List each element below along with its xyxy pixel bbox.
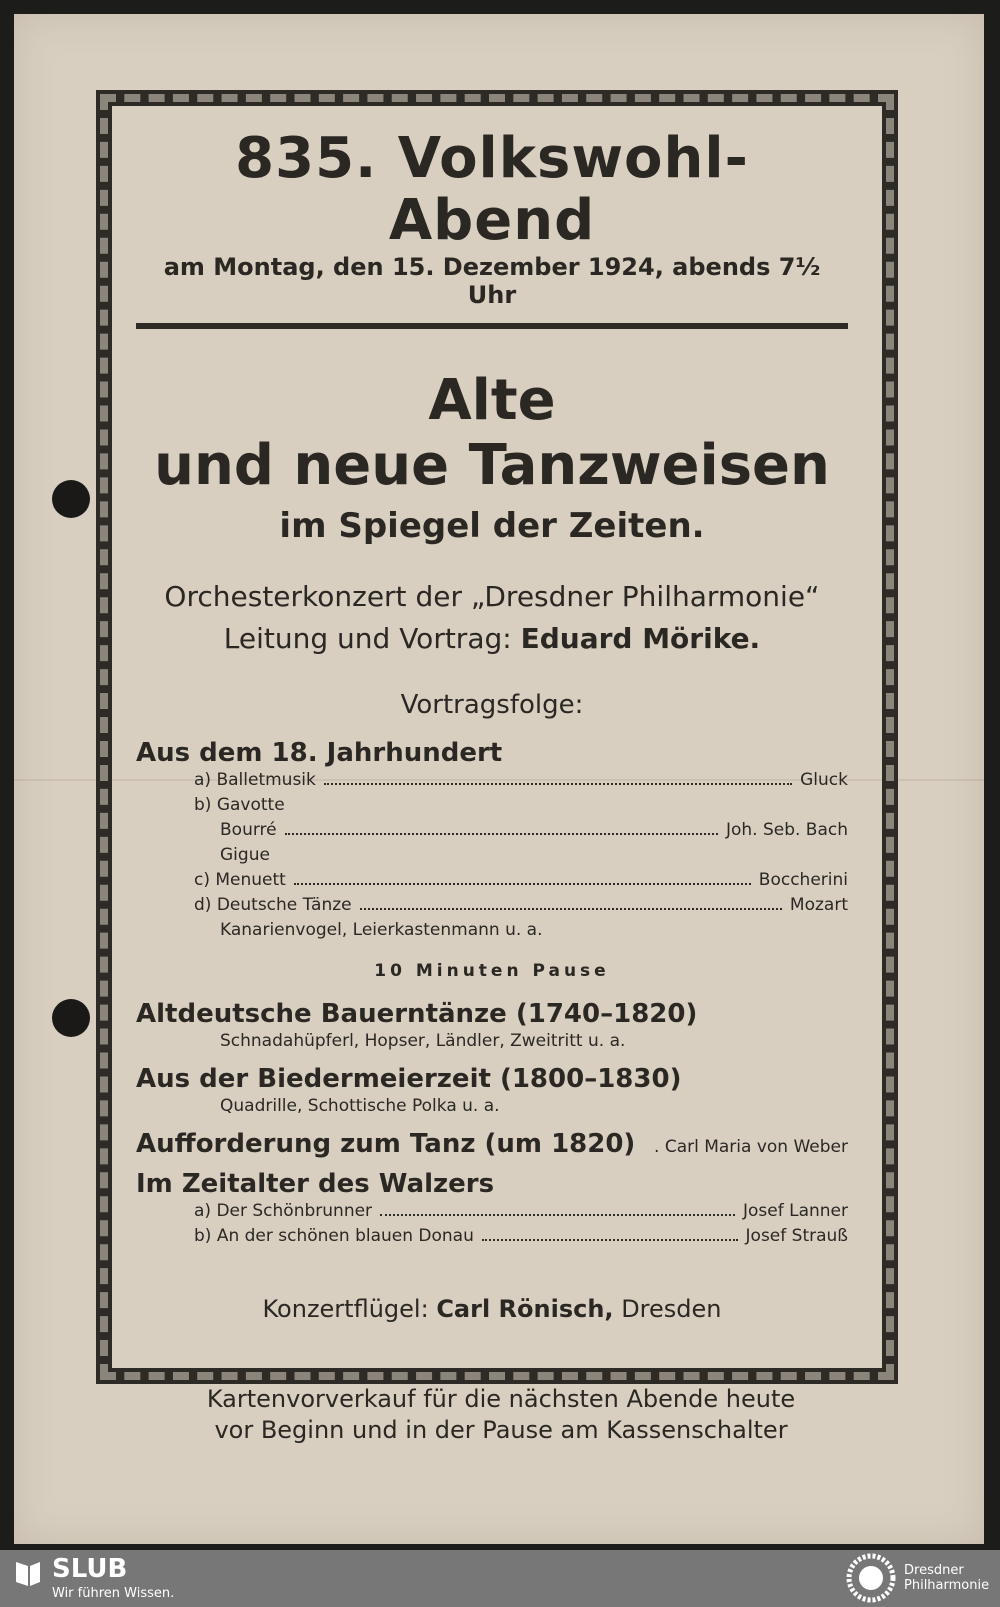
program-item [136, 768, 848, 793]
philharmonie-logo-icon[interactable] [846, 1553, 896, 1603]
headline-line3: im Spiegel der Zeiten. [279, 505, 705, 546]
item-label: b) Gavotte [194, 794, 285, 815]
program-item [136, 893, 848, 918]
program-item [136, 1199, 848, 1224]
philharmonie-name [904, 1563, 989, 1593]
leader-dots [482, 1224, 738, 1241]
program-heading: Vortragsfolge: [400, 689, 584, 720]
punch-hole-top [52, 480, 90, 518]
item-composer: Boccherini [758, 869, 848, 890]
phil-line2: Philharmonie [904, 1578, 990, 1593]
program-item [136, 818, 848, 843]
footer-bar [0, 1550, 1000, 1607]
item-label: a) Balletmusik [194, 769, 316, 790]
evening-title: 835. Volkswohl-Abend [235, 126, 749, 253]
evening-date: am Montag, den 15. Dezember 1924, abends 7½ Uhr [163, 253, 821, 310]
item-note: Schnadahüpferl, Hopser, Ländler, Zweitritt u. a. [220, 1030, 626, 1051]
item-composer: . Carl Maria von Weber [654, 1136, 848, 1157]
leader-dots [294, 868, 751, 885]
item-label: d) Deutsche Tänze [194, 894, 352, 915]
item-label: c) Menuett [194, 869, 286, 890]
title-rule [136, 323, 848, 329]
program-item [136, 868, 848, 893]
slub-tagline: Wir führen Wissen. [52, 1586, 175, 1601]
item-composer: Josef Strauß [745, 1225, 848, 1246]
item-composer: Gluck [800, 769, 848, 790]
piano-label: Konzertflügel: [262, 1294, 429, 1323]
program-item [136, 793, 848, 818]
orchestra-line2 [136, 618, 848, 660]
piano-city: Dresden [621, 1294, 722, 1323]
headline-line1: Alte [428, 368, 556, 434]
program-item [136, 1224, 848, 1249]
item-label: Gigue [220, 844, 270, 865]
phil-line1: Dresdner [904, 1563, 964, 1578]
section-title: Im Zeitalter des Walzers [136, 1168, 495, 1199]
leader-dots [285, 818, 718, 835]
ticket-line2: vor Beginn und in der Pause am Kassenschalter [214, 1416, 788, 1445]
section-title: Altdeutsche Bauerntänze (1740–1820) [136, 998, 698, 1029]
program-content [136, 128, 848, 1323]
orchestra-line1: Orchesterkonzert der „Dresdner Philharmonie“ [164, 579, 820, 613]
leader-dots [380, 1199, 735, 1216]
section-title: Aufforderung zum Tanz (um 1820) [136, 1128, 636, 1159]
leader-dots [324, 768, 792, 785]
item-composer: Mozart [789, 894, 848, 915]
ticket-line1: Kartenvorverkauf für die nächsten Abende heute [206, 1385, 796, 1413]
headline-line2: und neue Tanzweisen [154, 432, 830, 498]
intermission: 10 Minuten Pause [374, 960, 610, 981]
section-title: Aus der Biedermeierzeit (1800–1830) [136, 1063, 682, 1094]
slub-name[interactable]: SLUB [52, 1554, 128, 1584]
conductor-label: Leitung und Vortrag: [223, 621, 512, 655]
ticket-notice [136, 1384, 866, 1446]
slub-logo-icon[interactable] [14, 1558, 42, 1588]
item-composer: Josef Lanner [742, 1200, 848, 1221]
leader-dots [360, 893, 782, 910]
item-label: Bourré [220, 819, 277, 840]
conductor-name: Eduard Mörike. [520, 621, 761, 655]
program-item [136, 843, 848, 868]
item-label: b) An der schönen blauen Donau [194, 1225, 474, 1246]
section-row [136, 1119, 848, 1159]
item-note: Quadrille, Schottische Polka u. a. [220, 1095, 500, 1116]
punch-hole-bottom [52, 999, 90, 1037]
piano-credit [136, 1295, 848, 1323]
item-label: a) Der Schönbrunner [194, 1200, 373, 1221]
section-title: Aus dem 18. Jahrhundert [136, 737, 503, 768]
item-composer: Joh. Seb. Bach [725, 819, 848, 840]
piano-maker: Carl Rönisch, [436, 1294, 614, 1323]
item-note: Kanarienvogel, Leierkastenmann u. a. [220, 919, 543, 940]
